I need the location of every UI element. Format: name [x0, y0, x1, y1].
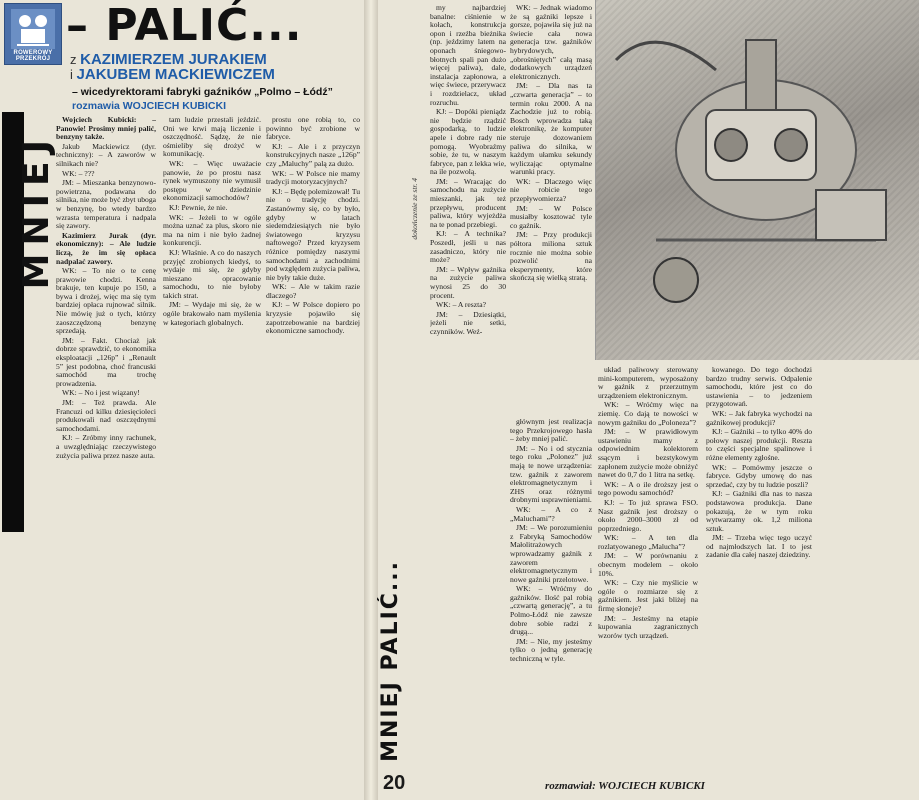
paragraph: JM: – W porównaniu z obecnym modelem – około 10%.: [598, 551, 698, 578]
left-page: [0, 0, 364, 800]
paragraph: KJ: – Gaźniki dla nas to nasza podstawowa produkcja. Dane pokazują, że w tym roku wytwarzamy ok. 1,2 miliona sztuk.: [706, 489, 812, 533]
continued-text: dokończenie ze str. 4: [410, 178, 419, 240]
paragraph: WK: – Jak fabryka wychodzi na gaźnikowej produkcji?: [706, 408, 812, 427]
vertical-title: [378, 560, 408, 762]
paragraph: układ paliwowy sterowany mini-komputerem, wyposażony w gaźnik z przerzutnym urządzeniem elektronicznym.: [598, 366, 698, 400]
paragraph: WK: – Czy nie myślicie w ogóle o rozmiarze się z gaźnikiem. Jest jaki bliżej na firmę słoneje?: [598, 578, 698, 614]
article-title: – PALIĆ...: [66, 0, 303, 51]
paragraph: JM: – Mieszanka benzynowo-powietrzna, podawana do silnika, nie może być zbyt uboga w benzynę, bo wtedy bardzo wzrasta temperatura i nadpala się zawory.: [56, 178, 156, 231]
side-word-text: MNIEJ: [16, 132, 57, 290]
interviewee-line-2: [70, 66, 275, 83]
with-prefix-1: z: [70, 52, 77, 67]
page-number: 20: [383, 772, 406, 794]
text-column-2: [163, 116, 261, 796]
magazine-logo: [4, 3, 62, 65]
paragraph: WK: – Ale w takim razie dlaczego?: [266, 282, 360, 300]
text-column-6: [510, 418, 592, 768]
paragraph: KJ: – Ale i z przyczyn konstrukcyjnych nasze „126p” czy „Maluchy” palą za dużo.: [266, 141, 360, 168]
paragraph: WK: – To nie o te cenę prawowie chodzi. Kenna brakuje, ten kupuje po 150, a bywa i drożej, więc ma się tym bardziej opłaca rujnować silnik. Nie mówię już o tych, którzy zaoszczędzoną benzynę sprzedają.: [56, 266, 156, 336]
paragraph: WK: – W Polsce nie mamy tradycji motoryzacyjnych?: [266, 168, 360, 187]
paragraph: WK: – No i jest wiązany!: [62, 388, 140, 398]
paragraph: KJ: Pewnie, że nie.: [169, 202, 228, 212]
paragraph: JM: – Dla nas ta „czwarta generacja” – to termin roku 2000. A na Zachodzie już to robią. Bosch wprowadza taką elektronikę, że komputer steruje dozowaniem paliwa do silnika, w każdym ułamku sekundy wyliczając optymalne warunki pracy.: [510, 81, 592, 177]
paragraph: tam ludzie przestali jeździć. Oni we krwi mają liczenie i oszczędność. Sądzę, że nie ośmieliby się drożyć w komunikację.: [163, 116, 261, 159]
paragraph: JM: – Przy produkcji półtora miliona sztuk rocznie nie można sobie pozwolić na eksperymenty, które skończą się wielką stratą.: [510, 230, 592, 283]
text-column-1: [56, 116, 156, 796]
interviewee-name-2: JAKUBEM MACKIEWICZEM: [76, 66, 275, 83]
paragraph: WK: – A co z „Maluchami”?: [510, 504, 592, 523]
paragraph: WK: – Dlaczego więc nie robicie tego przepływomierza?: [510, 176, 592, 204]
logo-text: ROWEROWY PRZEKRÓJ: [13, 50, 53, 62]
carburetor-icon: [596, 0, 919, 360]
paragraph: WK: – Jednak wiadomo że są gaźniki lepsze i gorsze, pojawiła się już na świecie cała nowa generacja tzw. gaźników hybrydowych, „obrośniętych” całą masą dodatkowych urządzeń elektronicznych.: [510, 4, 592, 81]
paragraph: WK: – Wróćmy do gaźników. Ilość pal robią „czwartą generację”, a tu Polmo-Łódź nie zawsze dobre sobie radzi z drugą...: [510, 584, 592, 637]
paragraph: KJ: – A technika? Poszedł, jeśli u nas zasadniczo, który nie może?: [430, 229, 506, 265]
paragraph: JM: – W Polsce musiałby kosztować tyle co gaźnik.: [510, 203, 592, 230]
paragraph: JM: – Trzeba więc tego uczyć od najmłodszych lat. I to jest zadanie dla całej naszej dziedziny.: [706, 533, 812, 560]
paragraph: JM: – We porozumieniu z Fabryką Samochodów Małolitrażowych wprowadzamy gaźnik z zaworem elektromagnetycznym i nowe gaźniki przelotowe.: [510, 523, 592, 584]
paragraph: WK: – Pomówmy jeszcze o fabryce. Gdyby umowę do nas sprzedać, czy by tu ludzie poszli?: [706, 462, 812, 489]
paragraph: KJ: – Gaźniki – to tylko 40% do połowy naszej produkcji. Reszta to części specjalne spalinowe i różne elementy zgłośne.: [706, 427, 812, 462]
paragraph: WK: – Jeżeli to w ogóle można uznać za plus, skoro nie ma na nim i nie było żadnej konkurencji.: [163, 212, 261, 248]
paragraph: JM: – Wpływ gaźnika na zużycie paliwa wynosi 25 do 30 procent.: [430, 264, 506, 300]
carburetor-photo: [595, 0, 919, 360]
paragraph: JM: – W prawidłowym ustawieniu mamy z odpowiednim kolektorem ssącym i bezstykowym zapłonem zużycie może obniżyć nawet do 0,7 do 1 litra na setkę.: [598, 427, 698, 480]
paragraph: KJ: Właśnie. A co do naszych przyjęć zrobionych kiedyś, to wydaje mi się, że gdyby mieszano opracowanie samochodu, to nie byłoby takich strat.: [163, 247, 261, 300]
text-column-5: [510, 4, 592, 414]
interviewee-name-1: KAZIMIERZEM JURAKIEM: [80, 51, 267, 68]
page-fold: [364, 0, 378, 800]
paragraph: WK: – A o ile droższy jest o tego powodu samochód?: [598, 479, 698, 498]
paragraph: JM: – Nie, my jesteśmy tylko o jedną generację techniczną w tyle.: [510, 636, 592, 664]
paragraph: WK: – Wróćmy więc na ziemię. Co dają te nowości w nowym gaźniku do „Poloneza”?: [598, 400, 698, 427]
footer-byline: rozmawiał: WOJCIECH KUBICKI: [545, 780, 705, 792]
paragraph: Jakub Mackiewicz (dyr. techniczny): – A zaworów w silnikach nie?: [56, 141, 156, 168]
paragraph: JM: – Fakt. Chociaż jak dobrze sprawdzić, to ekonomika eksploatacji „126p” i „Renault 5” jest podobna, choć francuski samochód ma trochę prowadzenia.: [56, 335, 156, 388]
paragraph: JM: – Wydaje mi się, że w ogóle brakowało nam myślenia w kategoriach globalnych.: [163, 300, 261, 327]
paragraph: JM: – No i od stycznia tego roku „Polonez” już mają te nowe urządzenia: tzw. gaźnik z zaworem elektromagnetycznym i ZHS oraz różnymi drobnymi usprawnieniami.: [510, 443, 592, 505]
article-subhead: – wicedyrektorami fabryki gaźników „Polmo – Łódź”: [72, 86, 333, 98]
paragraph: głównym jest realizacja tego Przekrojowego hasła – żeby mniej palić.: [510, 418, 592, 444]
paragraph: JM: – Wracając do samochodu na zużycie mieszanki, jak też przepływu, producent paliwa, który wyjeżdża na te ponad przebiegi.: [430, 176, 506, 229]
paragraph: WK: – A ten dla rozlatyowanego „Malucha”?: [598, 533, 698, 551]
paragraph: KJ: – Zróbmy inny rachunek, a uwzględniając rzeczywistego zużycia paliwa przez nasze auta.: [56, 433, 156, 460]
paragraph: KJ: – To już sprawa FSO. Nasz gaźnik jest droższy o około 2000–3000 zł od poprzedniego.: [598, 497, 698, 533]
paragraph: Wojciech Kubicki: – Panowie! Prosimy mniej palić, benzyny także.: [56, 116, 156, 142]
text-column-3: [266, 116, 360, 796]
paragraph: WK: – ???: [62, 168, 95, 178]
paragraph: JM: – Jesteśmy na etapie kupowania zagranicznych wzorów tych urządzeń.: [598, 613, 698, 640]
paragraph: KJ: – Dopóki pieniądz nie będzie rządzić gospodarką, to ludzie apele i dobre rady nie pomogą. Wyobraźmy sobie, że tu, w naszym fabryce, pan z lekka wie, na ile pozwolą.: [430, 107, 506, 177]
paragraph: KJ: – W Polsce dopiero po kryzysie pojawiło się zapotrzebowanie na bardziej ekonomiczne samochody.: [266, 300, 360, 336]
continued-note: [410, 178, 424, 245]
text-column-4: [430, 4, 506, 794]
paragraph: WK: – A reszta?: [436, 300, 486, 310]
paragraph: my najbardziej banalne: ciśnienie w kołach, konstrukcja opon i rzeźba bieżnika (np. jeździmy latem na oponach śniegowo-błotnych spali pan dużo więcej paliwa), dale, instalacja zapłonowa, a więc świece, przerywacz i rozdzielacz, układ rozruchu.: [430, 4, 506, 107]
paragraph: kowanego. Do tego dochodzi bardzo trudny serwis. Odpalenie samochodu, które jest co do ustawienia – to jedzeniem przygotowań.: [706, 366, 812, 409]
paragraph: WK: – Więc uważacie panowie, że po prostu nasz rynek wymuszony nie wymusił postępu w dziedzinie ekonomizacji samochodów?: [163, 158, 261, 203]
text-column-8: [706, 366, 812, 786]
paragraph: KJ: – Będę polemizował! Tu nie o tradycję chodzi. Zastanówmy się, co by było, gdyby w latach siedemdziesiątych nie było światowego kryzysu naftowego? Przed kryzysem różnice pomiędzy naszymi samochodami a zachodnimi pod względem zużycia paliwa, nie były takie duże.: [266, 186, 360, 282]
paragraph: Kazimierz Jurak (dyr. ekonomiczny): – Ale ludzie liczą, że im się opłaca nadpalać zawory.: [56, 230, 156, 266]
article-byline: rozmawia WOJCIECH KUBICKI: [72, 100, 227, 112]
logo-figure-icon: [9, 7, 57, 51]
paragraph: prostu one robią to, co powinno być zrobione w fabryce.: [266, 116, 360, 142]
vertical-title-text: MNIEJ PALIĆ...: [378, 560, 403, 762]
paragraph: JM: – Też prawda. Ale Francuzi od kilku dziesięcioleci produkowali nad oszczędnymi samochodami.: [56, 398, 156, 433]
with-prefix-2: i: [70, 67, 73, 82]
paragraph: JM: – Dziesiątki, jeżeli nie setki, czynników. Weź-: [430, 309, 506, 336]
text-column-7: [598, 366, 698, 776]
